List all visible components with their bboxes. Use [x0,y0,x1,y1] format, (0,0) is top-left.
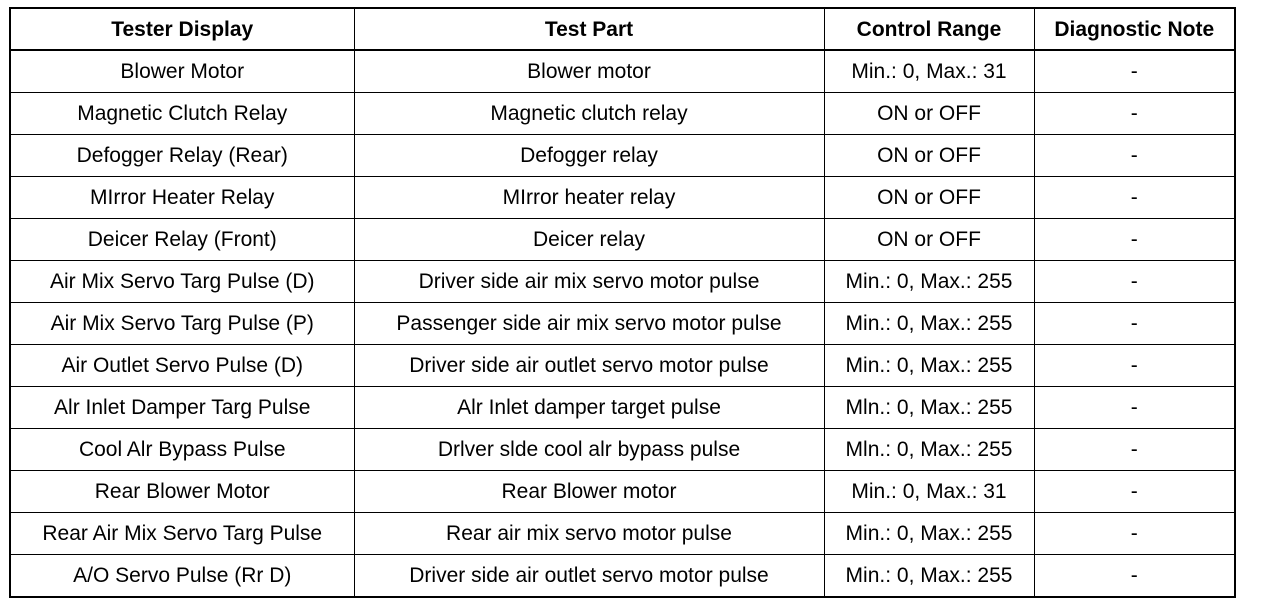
cell-test-part: Driver side air mix servo motor pulse [354,261,824,303]
cell-diagnostic-note: - [1034,429,1235,471]
table-row [10,50,1235,93]
cell-test-part: Alr Inlet damper target pulse [354,387,824,429]
cell-diagnostic-note: - [1034,93,1235,135]
cell-tester-display: Defogger Relay (Rear) [10,135,354,177]
cell-control-range: Mln.: 0, Max.: 255 [824,429,1034,471]
cell-test-part: Rear air mix servo motor pulse [354,513,824,555]
data-table-container [9,7,1236,598]
cell-tester-display: A/O Servo Pulse (Rr D) [10,555,354,598]
cell-tester-display: Blower Motor [10,50,354,93]
cell-control-range: Min.: 0, Max.: 31 [824,50,1034,93]
cell-control-range: Min.: 0, Max.: 255 [824,555,1034,598]
header-test-part: Test Part [354,8,824,50]
cell-control-range: ON or OFF [824,219,1034,261]
cell-tester-display: Magnetic Clutch Relay [10,93,354,135]
cell-control-range: Min.: 0, Max.: 31 [824,471,1034,513]
cell-diagnostic-note: - [1034,135,1235,177]
header-diagnostic-note: Diagnostic Note [1034,8,1235,50]
cell-test-part: Drlver slde cool alr bypass pulse [354,429,824,471]
cell-tester-display: Rear Blower Motor [10,471,354,513]
cell-test-part: Rear Blower motor [354,471,824,513]
cell-tester-display: MIrror Heater Relay [10,177,354,219]
cell-diagnostic-note: - [1034,471,1235,513]
cell-test-part: Defogger relay [354,135,824,177]
table-row [10,177,1235,219]
table-row [10,303,1235,345]
table-row [10,135,1235,177]
cell-tester-display: Air Mix Servo Targ Pulse (P) [10,303,354,345]
cell-diagnostic-note: - [1034,50,1235,93]
header-control-range: Control Range [824,8,1034,50]
table-row [10,471,1235,513]
table-row [10,387,1235,429]
table-row [10,345,1235,387]
cell-control-range: Min.: 0, Max.: 255 [824,261,1034,303]
cell-diagnostic-note: - [1034,303,1235,345]
cell-test-part: Magnetic clutch relay [354,93,824,135]
header-tester-display: Tester Display [10,8,354,50]
cell-control-range: ON or OFF [824,93,1034,135]
cell-test-part: Blower motor [354,50,824,93]
cell-control-range: Mln.: 0, Max.: 255 [824,387,1034,429]
cell-control-range: ON or OFF [824,177,1034,219]
cell-diagnostic-note: - [1034,177,1235,219]
cell-control-range: Min.: 0, Max.: 255 [824,303,1034,345]
table-row [10,219,1235,261]
cell-diagnostic-note: - [1034,219,1235,261]
table-row [10,513,1235,555]
cell-tester-display: Rear Air Mix Servo Targ Pulse [10,513,354,555]
tester-display-table [9,7,1236,598]
cell-diagnostic-note: - [1034,387,1235,429]
header-row [10,8,1235,50]
cell-test-part: MIrror heater relay [354,177,824,219]
cell-tester-display: Alr Inlet Damper Targ Pulse [10,387,354,429]
table-row [10,93,1235,135]
table-row [10,261,1235,303]
cell-control-range: Min.: 0, Max.: 255 [824,513,1034,555]
cell-tester-display: Cool Alr Bypass Pulse [10,429,354,471]
cell-control-range: ON or OFF [824,135,1034,177]
cell-test-part: Passenger side air mix servo motor pulse [354,303,824,345]
cell-diagnostic-note: - [1034,513,1235,555]
cell-tester-display: Air Outlet Servo Pulse (D) [10,345,354,387]
table-row [10,555,1235,598]
cell-tester-display: Air Mix Servo Targ Pulse (D) [10,261,354,303]
table-row [10,429,1235,471]
cell-control-range: Min.: 0, Max.: 255 [824,345,1034,387]
cell-test-part: Driver side air outlet servo motor pulse [354,555,824,598]
cell-test-part: Driver side air outlet servo motor pulse [354,345,824,387]
cell-test-part: Deicer relay [354,219,824,261]
cell-tester-display: Deicer Relay (Front) [10,219,354,261]
cell-diagnostic-note: - [1034,555,1235,598]
cell-diagnostic-note: - [1034,345,1235,387]
cell-diagnostic-note: - [1034,261,1235,303]
